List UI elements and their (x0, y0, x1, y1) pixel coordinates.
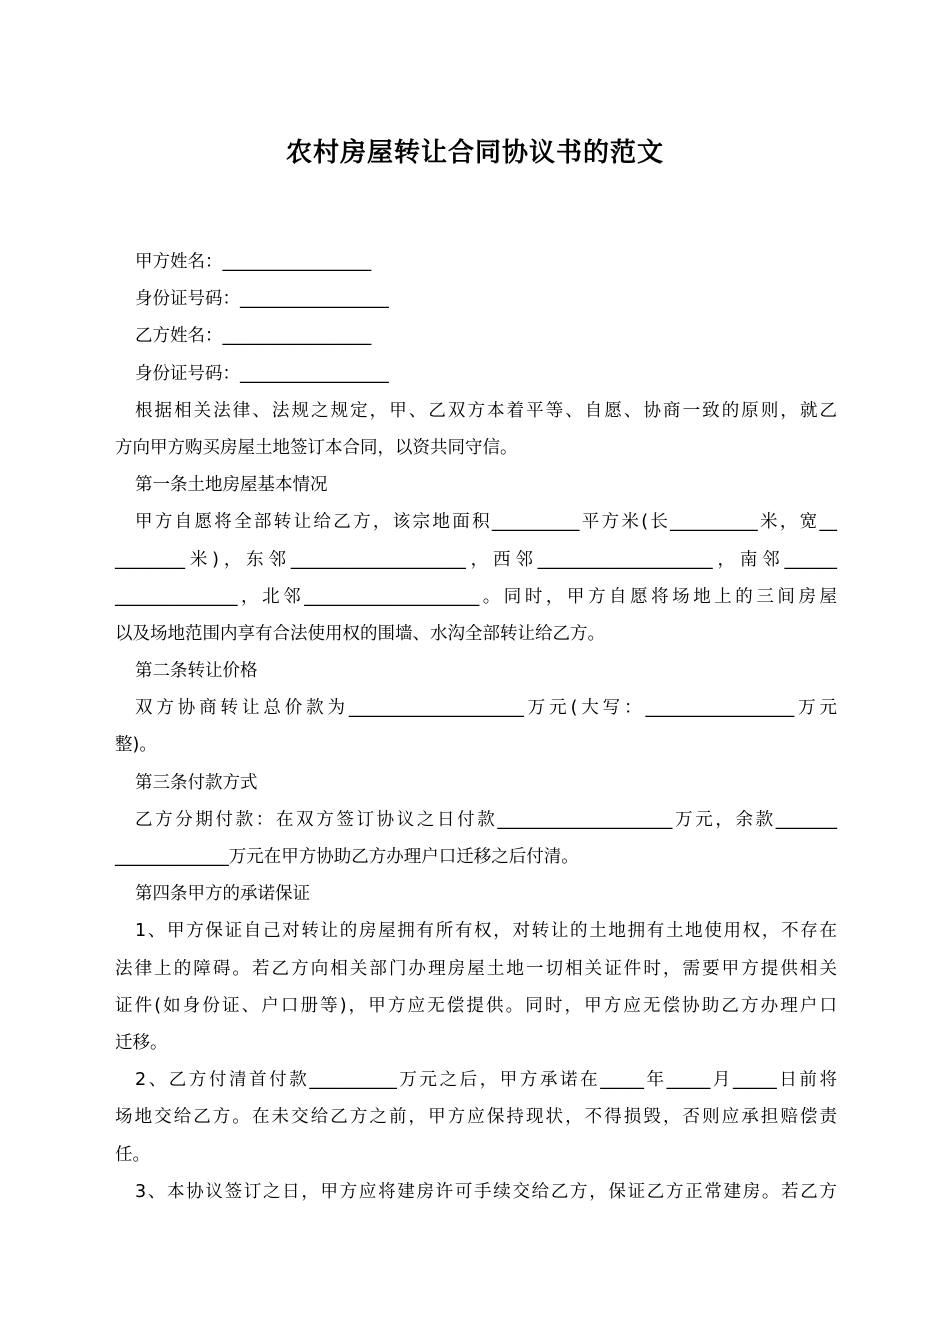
preamble-line: 方向甲方购买房屋土地签订本合同，以资共同守信。 (115, 437, 518, 458)
article-line: 整)。 (115, 735, 157, 756)
article-line: 场地交给乙方。在未交给乙方之前，甲方应保持现状，不得损毁，否则应承担赔偿责 (115, 1107, 837, 1128)
article-line: _____________万元在甲方协助乙方办理户口迁移之后付清。 (115, 847, 579, 867)
document-body (115, 244, 837, 1211)
article-line: 双方协商转让总价款为____________________万元(大写：_________________万元 (135, 698, 837, 719)
article-line: 乙方分期付款：在双方签订协议之日付款____________________万元，余款_______ (135, 809, 837, 830)
article-line: ________米)，东邻____________________，西邻____________________，南邻______ (115, 549, 837, 570)
article-line: 1、甲方保证自己对转让的房屋拥有所有权，对转让的土地拥有土地使用权，不存在 (135, 921, 837, 942)
article-heading: 第一条土地房屋基本情况 (135, 475, 328, 496)
article-heading: 第四条甲方的承诺保证 (135, 884, 310, 905)
article-line: 2、乙方付清首付款__________万元之后，甲方承诺在_____年_____月_____日前将 (135, 1070, 837, 1091)
party-b-name-line: 乙方姓名：_________________ (135, 326, 372, 347)
article-heading: 第二条转让价格 (135, 661, 258, 682)
article-line: 证件(如身份证、户口册等)，甲方应无偿提供。同时，甲方应无偿协助乙方办理户口 (115, 995, 837, 1016)
preamble-line: 根据相关法律、法规之规定，甲、乙双方本着平等、自愿、协商一致的原则，就乙 (135, 400, 837, 421)
party-b-id-line: 身份证号码：_________________ (135, 363, 389, 384)
party-a-name-line: 甲方姓名：_________________ (135, 252, 372, 272)
party-a-id-line: 身份证号码：_________________ (135, 289, 389, 310)
article-line: 法律上的障碍。若乙方向相关部门办理房屋土地一切相关证件时，需要甲方提供相关 (115, 958, 837, 979)
article-line: 3、本协议签订之日，甲方应将建房许可手续交给乙方，保证乙方正常建房。若乙方 (135, 1181, 837, 1202)
article-line: 甲方自愿将全部转让给乙方，该宗地面积__________平方米(长__________米，宽__ (135, 512, 837, 533)
article-heading: 第三条付款方式 (135, 772, 258, 793)
article-line: 迁移。 (115, 1032, 168, 1053)
article-line: 以及场地范围内享有合法使用权的围墙、水沟全部转让给乙方。 (115, 623, 605, 644)
document-title: 农村房屋转让合同协议书的范文 (285, 138, 664, 168)
article-line: ______________，北邻____________________。同时，甲方自愿将场地上的三间房屋 (115, 586, 837, 607)
article-line: 任。 (115, 1144, 150, 1165)
